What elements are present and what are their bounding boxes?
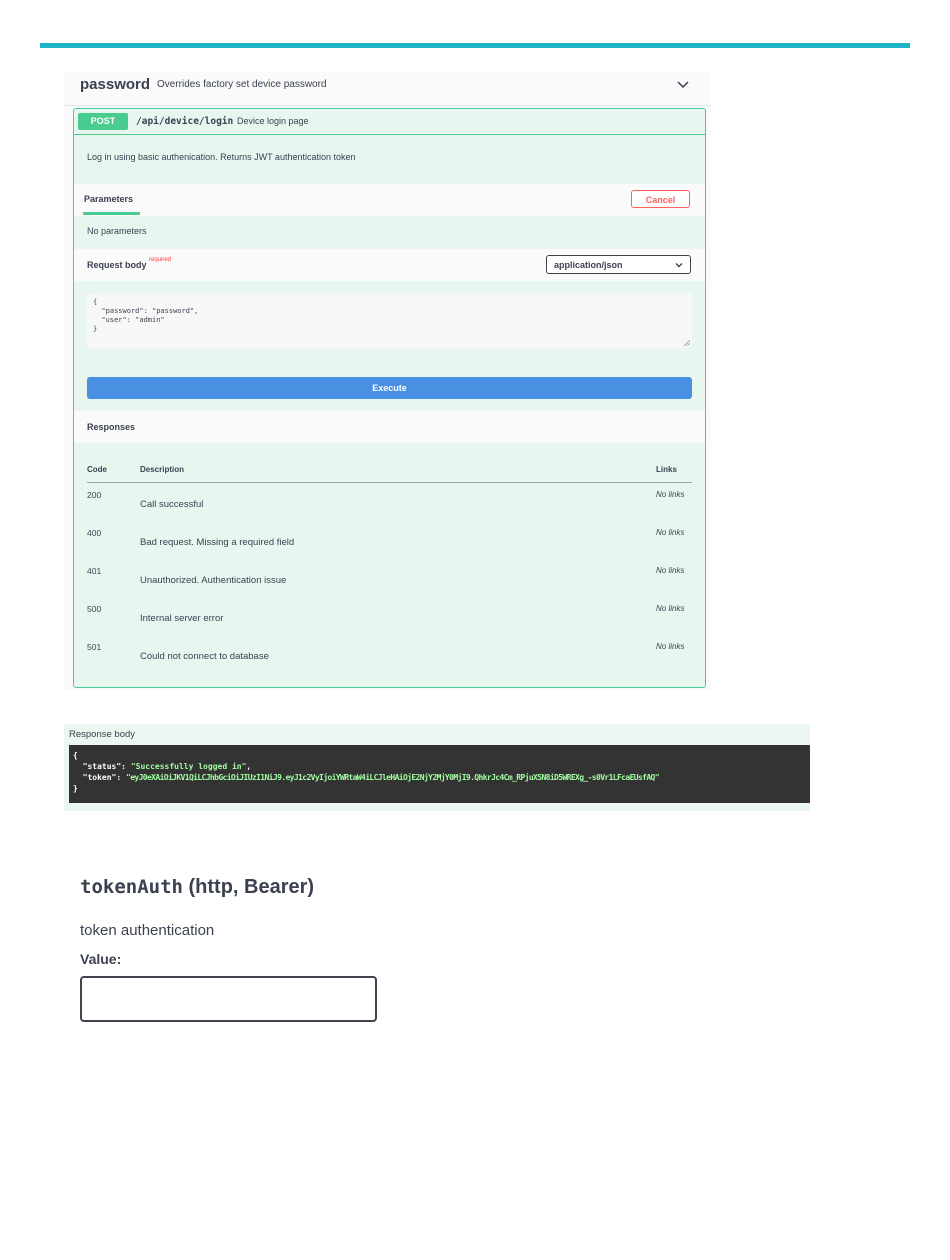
request-body-editor[interactable] xyxy=(87,293,692,348)
json-token-key: "token" xyxy=(82,773,117,782)
response-code: 401 xyxy=(87,566,102,576)
operation-block xyxy=(73,108,706,688)
response-body-section xyxy=(64,724,810,811)
response-links: No links xyxy=(656,604,685,613)
request-body-label: Request body xyxy=(87,260,147,270)
response-code: 501 xyxy=(87,642,102,652)
response-description: Bad request. Missing a required field xyxy=(140,537,295,548)
required-marker: required xyxy=(149,257,172,263)
tag-description: Overrides factory set device password xyxy=(157,79,327,90)
json-open-brace: { xyxy=(73,751,78,760)
auth-description: token authentication xyxy=(80,922,215,939)
resize-handle-icon[interactable] xyxy=(684,340,690,346)
tag-name: password xyxy=(80,76,151,93)
content-type-select[interactable] xyxy=(546,255,691,274)
chevron-down-icon xyxy=(675,261,683,269)
auth-scheme-type: (http, Bearer) xyxy=(188,876,315,898)
responses-label: Responses xyxy=(87,422,136,432)
parameters-header xyxy=(74,184,705,216)
table-divider xyxy=(87,482,692,483)
response-description: Internal server error xyxy=(140,613,224,624)
response-code: 400 xyxy=(87,528,102,538)
chevron-down-icon[interactable] xyxy=(676,78,690,92)
json-status-value: "Successfully logged in" xyxy=(130,762,247,771)
api-tag-section xyxy=(64,72,711,690)
tab-parameters[interactable]: Parameters xyxy=(84,194,134,204)
response-code: 500 xyxy=(87,604,102,614)
response-links: No links xyxy=(656,490,685,499)
auth-value-label: Value: xyxy=(80,951,122,967)
json-close-brace: } xyxy=(73,784,78,793)
auth-scheme-title xyxy=(80,876,314,899)
column-header-description: Description xyxy=(140,465,185,474)
cancel-button[interactable]: Cancel xyxy=(631,190,690,208)
operation-summary[interactable] xyxy=(74,109,705,135)
column-header-code: Code xyxy=(87,465,107,474)
json-status-key: "status" xyxy=(82,762,122,771)
operation-summary-text: Device login page xyxy=(237,116,309,126)
operation-description: Log in using basic authenication. Returns JWT authentication token xyxy=(87,152,356,162)
no-parameters-text: No parameters xyxy=(87,226,147,236)
operation-path: /api/device/login xyxy=(136,116,234,127)
response-description: Unauthorized. Authentication issue xyxy=(140,575,287,586)
content-type-value: application/json xyxy=(554,260,623,270)
response-links: No links xyxy=(656,528,685,537)
auth-value-input[interactable] xyxy=(80,976,377,1022)
response-description: Call successful xyxy=(140,499,204,510)
response-links: No links xyxy=(656,642,685,651)
response-json: { "status": "Successfully logged in", "token": "eyJ0eXAiOiJKV1QiLCJhbGciOiJIUzI1NiJ9.eyJ1c2VyIjoiYWRtaW4iLCJleHAiOjE2NjY2MjY0MjI9.QhkrJc4Cm_RPjuXSN8iD5WREXg_-s0Vr1LFcaEUsfAQ" } xyxy=(73,751,659,793)
auth-scheme-name: tokenAuth xyxy=(80,876,183,898)
column-header-links: Links xyxy=(656,465,677,474)
response-code: 200 xyxy=(87,490,102,500)
accent-bar xyxy=(40,43,910,48)
response-links: No links xyxy=(656,566,685,575)
response-body-title: Response body xyxy=(69,729,136,740)
tab-underline xyxy=(83,212,140,215)
response-body-code[interactable] xyxy=(69,745,810,803)
json-token-value: "eyJ0eXAiOiJKV1QiLCJhbGciOiJIUzI1NiJ9.eyJ1c2VyIjoiYWRtaW4iLCJleHAiOjE2NjY2MjY0MjI9.QhkrJc4Cm_RPjuXSN8iD5WREXg_-s0Vr1LFcaEUsfAQ" xyxy=(126,773,659,782)
request-body-text[interactable]: { "password": "password", "user": "admin" } xyxy=(93,298,199,333)
execute-button[interactable]: Execute xyxy=(87,377,692,399)
response-description: Could not connect to database xyxy=(140,651,269,662)
method-badge: POST xyxy=(78,113,128,130)
responses-header xyxy=(74,411,705,443)
request-body-header xyxy=(74,249,705,281)
tag-header[interactable] xyxy=(64,72,711,106)
